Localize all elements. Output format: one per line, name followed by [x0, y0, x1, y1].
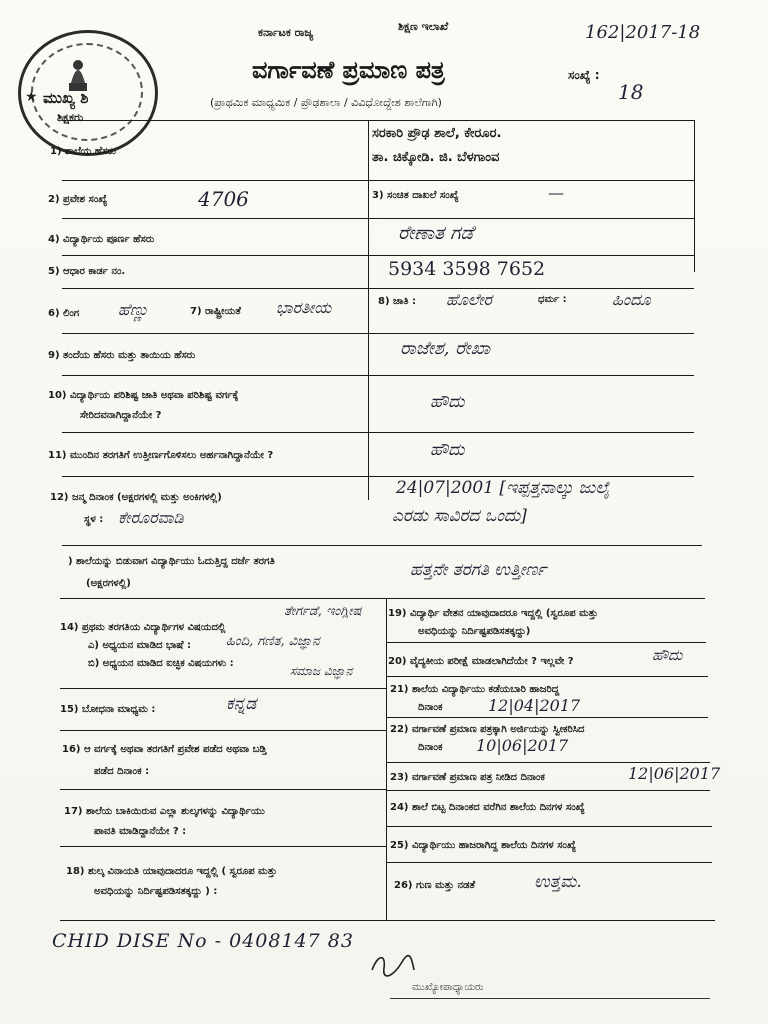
student-full-name-value: ರೇಣಾತ ಗಡೆ: [398, 222, 474, 244]
student-full-name-label: 4) ವಿದ್ಯಾರ್ಥಿಯ ಪೂರ್ಣ ಹೆಸರು: [48, 234, 155, 245]
issue-date-value: 12|06|2017: [628, 764, 721, 783]
religion-value: ಹಿಂದೂ: [612, 290, 651, 309]
issue-date-label: 23) ವರ್ಗಾವಣೆ ಪ್ರಮಾಣ ಪತ್ರ ನೀಡಿದ ದಿನಾಂಕ: [390, 772, 545, 783]
seal-star: ★: [25, 89, 38, 105]
number-label: ಸಂಖ್ಯೆ :: [568, 68, 600, 82]
cumulative-record-value: —: [548, 183, 564, 202]
parents-name-value: ರಾಜೇಶ, ರೇಖಾ: [400, 338, 491, 359]
medium-label: 15) ಬೋಧನಾ ಮಾಧ್ಯಮ :: [60, 704, 156, 715]
seal-text-mid: ಶಿಕ್ಷಕರು: [57, 111, 84, 124]
languages-label: ಎ) ಅಧ್ಯಯನ ಮಾಡಿದ ಭಾಷೆ :: [88, 640, 191, 651]
last-attended-label-line2: ದಿನಾಂಕ: [418, 702, 443, 713]
sc-st-label-line2: ಸೇರಿದವನಾಗಿದ್ದಾನೆಯೇ ?: [80, 410, 162, 421]
medical-exam-label: 20) ವೈದ್ಯಕೀಯ ಪರೀಕ್ಷೆ ಮಾಡಲಾಗಿದೆಯೇ ? ಇಲ್ಲವೇ ?: [388, 656, 574, 667]
sc-st-label-line1: 10) ವಿದ್ಯಾರ್ಥಿಯ ಪರಿಶಿಷ್ಟ ಜಾತಿ ಅಥವಾ ಪರಿಶಿಷ್ಟ ವರ್ಗಕ್ಕೆ: [48, 390, 239, 401]
promotion-eligible-label: 11) ಮುಂದಿನ ತರಗತಿಗೆ ಉತ್ತೀರ್ಣಗೊಳಿಸಲು ಅರ್ಹನಾಗಿದ್ದಾನೆಯೇ ?: [48, 450, 274, 461]
admission-number-value: 4706: [198, 187, 249, 211]
conduct-value: ಉತ್ತಮ.: [534, 872, 582, 892]
dept-right: ಶಿಕ್ಷಣ ಇಲಾಖೆ: [398, 20, 449, 33]
religion-label: ಧರ್ಮ :: [538, 294, 567, 305]
caste-value: ಹೊಲೇರ: [446, 290, 493, 309]
dept-left: ಕರ್ನಾಟಕ ರಾಜ್ಯ: [258, 26, 314, 39]
first-class-subjects-label: 14) ಪ್ರಥಮ ತರಗತಿಯ ವಿದ್ಯಾರ್ಥಿಗಳ ವಿಷಯದಲ್ಲಿ: [60, 622, 226, 633]
caste-label: 8) ಜಾತಿ :: [378, 296, 417, 307]
aadhaar-value: 5934 3598 7652: [388, 258, 546, 280]
school-name-label: 1) ಶಾಲೆಯ ಹೆಸರು: [50, 146, 116, 157]
promotion-eligible-value: ಹೌದು: [430, 440, 465, 460]
leaving-class-value: ಹತ್ತನೇ ತರಗತಿ ಉತ್ತೀರ್ಣ: [410, 560, 547, 580]
page-subtitle: (ಪ್ರಾಥಮಿಕ ಮಾಧ್ಯಮಿಕ / ಪ್ರೌಢಶಾಲಾ / ವಿವಿಧೋದ್ದೇಶ ಶಾಲೆಗಾಗಿ): [210, 96, 442, 109]
working-days-label: 24) ಶಾಲೆ ಬಿಟ್ಟ ದಿನಾಂಕದ ವರೆಗಿನ ಶಾಲೆಯ ದಿನಗಳ ಸಂಖ್ಯೆ: [390, 802, 585, 813]
gender-label: 6) ಲಿಂಗ: [48, 308, 80, 319]
number-value: 18: [618, 80, 644, 104]
application-date-label-line1: 22) ವರ್ಗಾವಣೆ ಪ್ರಮಾಣ ಪತ್ರಕ್ಕಾಗಿ ಅರ್ಜಿಯನ್ನು ಸ್ವೀಕರಿಸಿದ: [390, 724, 585, 735]
dob-value-line2: ಎರಡು ಸಾವಿರದ ಒಂದು]: [392, 506, 527, 526]
aadhaar-label: 5) ಆಧಾರ ಕಾರ್ಡ ನಂ.: [48, 266, 126, 277]
page-title: ವರ್ಗಾವಣೆ ಪ್ರಮಾಣ ಪತ್ರ: [252, 56, 445, 84]
conduct-label: 26) ಗುಣ ಮತ್ತು ನಡತೆ: [394, 880, 476, 891]
attendance-days-label: 25) ವಿದ್ಯಾರ್ಥಿಯು ಹಾಜರಾಗಿದ್ದ ಶಾಲೆಯ ದಿನಗಳ ಸಂಖ್ಯೆ: [390, 840, 577, 851]
leaving-class-label-line1: ) ಶಾಲೆಯನ್ನು ಬಿಡುವಾಗ ವಿದ್ಯಾರ್ಥಿಯು ಓದುತ್ತಿದ್ದ ದರ್ಜೆ ತರಗತಿ: [68, 556, 275, 567]
fees-paid-label-line1: 17) ಶಾಲೆಯ ಬಾಕಿಯಿರುವ ಎಲ್ಲಾ ಶುಲ್ಕಗಳನ್ನು ವಿದ್ಯಾರ್ಥಿಯು: [64, 806, 265, 817]
admission-date-label-line2: ಪಡೆದ ದಿನಾಂಕ :: [94, 766, 150, 777]
principal-signature-icon: [368, 950, 418, 980]
seal-text-top: ಮುಖ್ಯ ಶಿ: [43, 89, 89, 107]
last-attended-value: 12|04|2017: [488, 696, 581, 715]
nationality-value: ಭಾರತೀಯ: [276, 298, 332, 317]
sc-st-value: ಹೌದು: [430, 392, 465, 412]
child-dise-number: CHID DISE No - 0408147 83: [52, 930, 354, 952]
dob-label: 12) ಜನ್ಮ ದಿನಾಂಕ (ಅಕ್ಷರಗಳಲ್ಲಿ ಮತ್ತು ಅಂಕಿಗಳಲ್ಲಿ): [50, 492, 222, 503]
gender-value: ಹೆಣ್ಣು: [118, 300, 149, 319]
admission-number-label: 2) ಪ್ರವೇಶ ಸಂಖ್ಯೆ: [48, 194, 108, 205]
fee-concession-label-line2: ಅವಧಿಯನ್ನು ನಿರ್ದಿಷ್ಟಪಡಿಸತಕ್ಕದ್ದು ) :: [94, 886, 218, 897]
reference-number: 162|2017-18: [585, 22, 701, 43]
school-name-line1: ಸರಕಾರಿ ಪ್ರೌಢ ಶಾಲೆ, ಕೇರೂರ.: [372, 126, 502, 141]
scholarship-label-line2: ಅವಧಿಯನ್ನು ನಿರ್ದಿಷ್ಟಪಡಿಸತಕ್ಕದ್ದು): [418, 626, 531, 637]
leaving-class-label-line2: (ಅಕ್ಷರಗಳಲ್ಲಿ): [86, 578, 131, 589]
last-attended-label-line1: 21) ಶಾಲೆಯ ವಿದ್ಯಾರ್ಥಿಯು ಕಡೆಯಬಾರಿ ಹಾಜರಿದ್ದ: [390, 684, 560, 695]
principal-label: ಮುಖ್ಯೋಪಾಧ್ಯಾಯರು: [412, 982, 484, 993]
scholarship-label-line1: 19) ವಿದ್ಯಾರ್ಥಿ ವೇತನ ಯಾವುದಾದರೂ ಇದ್ದಲ್ಲಿ (ಸ್ವರೂಪ ಮತ್ತು: [388, 608, 598, 619]
dob-value-line1: 24|07|2001 [ಇಪ್ಪತ್ತನಾಲ್ಕು ಜುಲೈ: [396, 478, 611, 498]
first-class-subjects-value: ತೇರ್ಗಡೆ, ಇಂಗ್ಲೀಷ: [284, 604, 362, 619]
school-name-line2: ತಾ. ಚಿಕ್ಕೋಡಿ. ಜಿ. ಬೆಳಗಾಂವ: [372, 150, 500, 165]
application-date-value: 10|06|2017: [476, 736, 569, 755]
place-label: ಸ್ಥಳ :: [84, 514, 104, 525]
fee-concession-label-line1: 18) ಶುಲ್ಕ ವಿನಾಯತಿ ಯಾವುದಾದರೂ ಇದ್ದಲ್ಲಿ ( ಸ್ವರೂಪ ಮತ್ತು: [66, 866, 278, 877]
medium-value: ಕನ್ನಡ: [226, 694, 257, 714]
optional-subjects-value: ಸಮಾಜ ವಿಜ್ಞಾನ: [290, 664, 353, 678]
school-seal: [18, 30, 158, 156]
place-value: ಕೇರೂರವಾಡಿ: [118, 508, 184, 527]
fees-paid-label-line2: ಪಾವತಿ ಮಾಡಿದ್ದಾನೆಯೇ ? :: [94, 826, 187, 837]
languages-value: ಹಿಂದಿ, ಗಣಿತ, ವಿಜ್ಞಾನ: [226, 634, 320, 649]
application-date-label-line2: ದಿನಾಂಕ: [418, 742, 443, 753]
parents-name-label: 9) ತಂದೆಯ ಹೆಸರು ಮತ್ತು ತಾಯಿಯ ಹೆಸರು: [48, 350, 196, 361]
cumulative-record-label: 3) ಸಂಚಿತ ದಾಖಲೆ ಸಂಖ್ಯೆ: [372, 190, 459, 201]
nationality-label: 7) ರಾಷ್ಟ್ರೀಯತೆ: [190, 306, 241, 317]
admission-date-label-line1: 16) ಆ ವರ್ಗಕ್ಕೆ ಅಥವಾ ತರಗತಿಗೆ ಪ್ರವೇಶ ಪಡೆದ ಅಥವಾ ಬಡ್ತಿ: [62, 744, 267, 755]
optional-subjects-label: ಬಿ) ಅಧ್ಯಯನ ಮಾಡಿದ ಐಚ್ಛಿಕ ವಿಷಯಗಳು :: [88, 658, 234, 669]
medical-exam-value: ಹೌದು: [652, 646, 683, 664]
